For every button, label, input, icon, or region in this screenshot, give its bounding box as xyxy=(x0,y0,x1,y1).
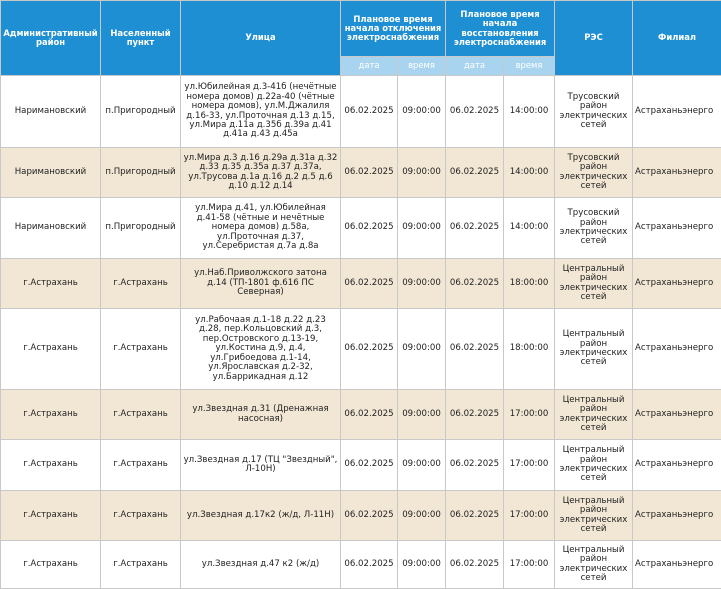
cell-district: Наримановский xyxy=(1,76,101,148)
cell-settlement: г.Астрахань xyxy=(101,390,181,440)
cell-on-time: 17:00:00 xyxy=(504,440,555,491)
cell-on-date: 06.02.2025 xyxy=(446,390,504,440)
cell-off-date: 06.02.2025 xyxy=(341,440,398,491)
cell-settlement: п.Пригородный xyxy=(101,76,181,148)
cell-district: г.Астрахань xyxy=(1,440,101,491)
cell-street: ул.Мира д.41, ул.Юбилейная д.41-58 (чётные и нечётные номера домов) д.58а, ул.Проточная д.37, ул.Серебристая д.7а д.8а xyxy=(181,198,341,259)
cell-on-time: 18:00:00 xyxy=(504,259,555,309)
cell-district: г.Астрахань xyxy=(1,259,101,309)
cell-on-time: 17:00:00 xyxy=(504,541,555,589)
cell-off-date: 06.02.2025 xyxy=(341,309,398,390)
cell-on-date: 06.02.2025 xyxy=(446,541,504,589)
table-row xyxy=(1,259,721,309)
cell-district: г.Астрахань xyxy=(1,491,101,541)
cell-off-time: 09:00:00 xyxy=(398,309,446,390)
header-settlement: Населенный пункт xyxy=(101,1,181,76)
cell-on-time: 17:00:00 xyxy=(504,491,555,541)
cell-district: Наримановский xyxy=(1,148,101,198)
cell-settlement: г.Астрахань xyxy=(101,491,181,541)
table-row xyxy=(1,76,721,148)
cell-res: Центральный район электрических сетей xyxy=(555,491,633,541)
table-row xyxy=(1,440,721,491)
cell-district: г.Астрахань xyxy=(1,541,101,589)
cell-off-time: 09:00:00 xyxy=(398,76,446,148)
cell-res: Центральный район электрических сетей xyxy=(555,259,633,309)
cell-off-time: 09:00:00 xyxy=(398,198,446,259)
cell-branch: Астраханьэнерго xyxy=(633,390,721,440)
cell-branch: Астраханьэнерго xyxy=(633,440,721,491)
cell-on-date: 06.02.2025 xyxy=(446,259,504,309)
header-outage-start: Плановое время начала отключения электроснабжения xyxy=(341,1,446,57)
subheader-on-date: дата xyxy=(446,57,504,76)
table-row xyxy=(1,491,721,541)
cell-on-time: 14:00:00 xyxy=(504,198,555,259)
cell-on-date: 06.02.2025 xyxy=(446,76,504,148)
header-district: Административный район xyxy=(1,1,101,76)
cell-district: г.Астрахань xyxy=(1,309,101,390)
cell-res: Трусовский район электрических сетей xyxy=(555,148,633,198)
cell-off-date: 06.02.2025 xyxy=(341,390,398,440)
cell-off-time: 09:00:00 xyxy=(398,541,446,589)
cell-off-time: 09:00:00 xyxy=(398,259,446,309)
cell-settlement: г.Астрахань xyxy=(101,541,181,589)
cell-res: Центральный район электрических сетей xyxy=(555,440,633,491)
cell-off-time: 09:00:00 xyxy=(398,390,446,440)
cell-street: ул.Рабочаая д.1-18 д.22 д.23 д.28, пер.Кольцовский д.3, пер.Островского д.13-19, ул.Костина д.9, д.4, ул.Грибоедова д.1-14, ул.Ярославская д.2-32, ул.Баррикадная д.12 xyxy=(181,309,341,390)
cell-on-time: 17:00:00 xyxy=(504,390,555,440)
cell-off-date: 06.02.2025 xyxy=(341,259,398,309)
cell-on-date: 06.02.2025 xyxy=(446,491,504,541)
cell-off-time: 09:00:00 xyxy=(398,491,446,541)
header-branch: Филиал xyxy=(633,1,721,76)
cell-district: г.Астрахань xyxy=(1,390,101,440)
table-row xyxy=(1,541,721,589)
subheader-off-time: время xyxy=(398,57,446,76)
cell-settlement: г.Астрахань xyxy=(101,309,181,390)
cell-branch: Астраханьэнерго xyxy=(633,259,721,309)
header-restore-start: Плановое время начала восстановления электроснабжения xyxy=(446,1,555,57)
cell-street: ул.Наб.Приволжского затона д.14 (ТП-1801 ф.616 ПС Северная) xyxy=(181,259,341,309)
cell-settlement: г.Астрахань xyxy=(101,440,181,491)
cell-settlement: п.Пригородный xyxy=(101,148,181,198)
cell-off-date: 06.02.2025 xyxy=(341,76,398,148)
cell-on-date: 06.02.2025 xyxy=(446,440,504,491)
cell-branch: Астраханьэнерго xyxy=(633,76,721,148)
cell-on-date: 06.02.2025 xyxy=(446,198,504,259)
table-row xyxy=(1,309,721,390)
cell-settlement: п.Пригородный xyxy=(101,198,181,259)
header-res: РЭС xyxy=(555,1,633,76)
cell-branch: Астраханьэнерго xyxy=(633,541,721,589)
table-header-row xyxy=(1,1,721,57)
table-row xyxy=(1,390,721,440)
cell-off-time: 09:00:00 xyxy=(398,440,446,491)
cell-on-time: 14:00:00 xyxy=(504,76,555,148)
cell-on-time: 18:00:00 xyxy=(504,309,555,390)
table-row xyxy=(1,198,721,259)
cell-off-time: 09:00:00 xyxy=(398,148,446,198)
cell-branch: Астраханьэнерго xyxy=(633,491,721,541)
cell-on-time: 14:00:00 xyxy=(504,148,555,198)
cell-branch: Астраханьэнерго xyxy=(633,198,721,259)
cell-branch: Астраханьэнерго xyxy=(633,148,721,198)
cell-res: Трусовский район электрических сетей xyxy=(555,76,633,148)
cell-street: ул.Звездная д.17к2 (ж/д, Л-11Н) xyxy=(181,491,341,541)
table-row xyxy=(1,148,721,198)
cell-res: Трусовский район электрических сетей xyxy=(555,198,633,259)
subheader-off-date: дата xyxy=(341,57,398,76)
cell-district: Наримановский xyxy=(1,198,101,259)
cell-off-date: 06.02.2025 xyxy=(341,198,398,259)
header-street: Улица xyxy=(181,1,341,76)
cell-street: ул.Звездная д.31 (Дренажная насосная) xyxy=(181,390,341,440)
cell-off-date: 06.02.2025 xyxy=(341,148,398,198)
cell-res: Центральный район электрических сетей xyxy=(555,390,633,440)
cell-res: Центральный район электрических сетей xyxy=(555,541,633,589)
cell-off-date: 06.02.2025 xyxy=(341,491,398,541)
cell-street: ул.Звездная д.17 (ТЦ "Звездный", Л-10Н) xyxy=(181,440,341,491)
cell-on-date: 06.02.2025 xyxy=(446,309,504,390)
cell-res: Центральный район электрических сетей xyxy=(555,309,633,390)
cell-on-date: 06.02.2025 xyxy=(446,148,504,198)
cell-street: ул.Звездная д.47 к2 (ж/д) xyxy=(181,541,341,589)
cell-settlement: г.Астрахань xyxy=(101,259,181,309)
cell-street: ул.Юбилейная д.3-41б (нечётные номера домов) д.22а-40 (чётные номера домов), ул.М.Джалиля д.16-33, ул.Проточная д.13 д.15, ул.Мира д.11а д.35б д.39а д.41 д.41а д.43 д.45а xyxy=(181,76,341,148)
subheader-on-time: время xyxy=(504,57,555,76)
cell-street: ул.Мира д.3 д.16 д.29а д.31а д.32 д.33 д.35 д.35а д.37 д.37а, ул.Трусова д.1а д.16 д.2 д.5 д.6 д.10 д.12 д.14 xyxy=(181,148,341,198)
cell-off-date: 06.02.2025 xyxy=(341,541,398,589)
cell-branch: Астраханьэнерго xyxy=(633,309,721,390)
